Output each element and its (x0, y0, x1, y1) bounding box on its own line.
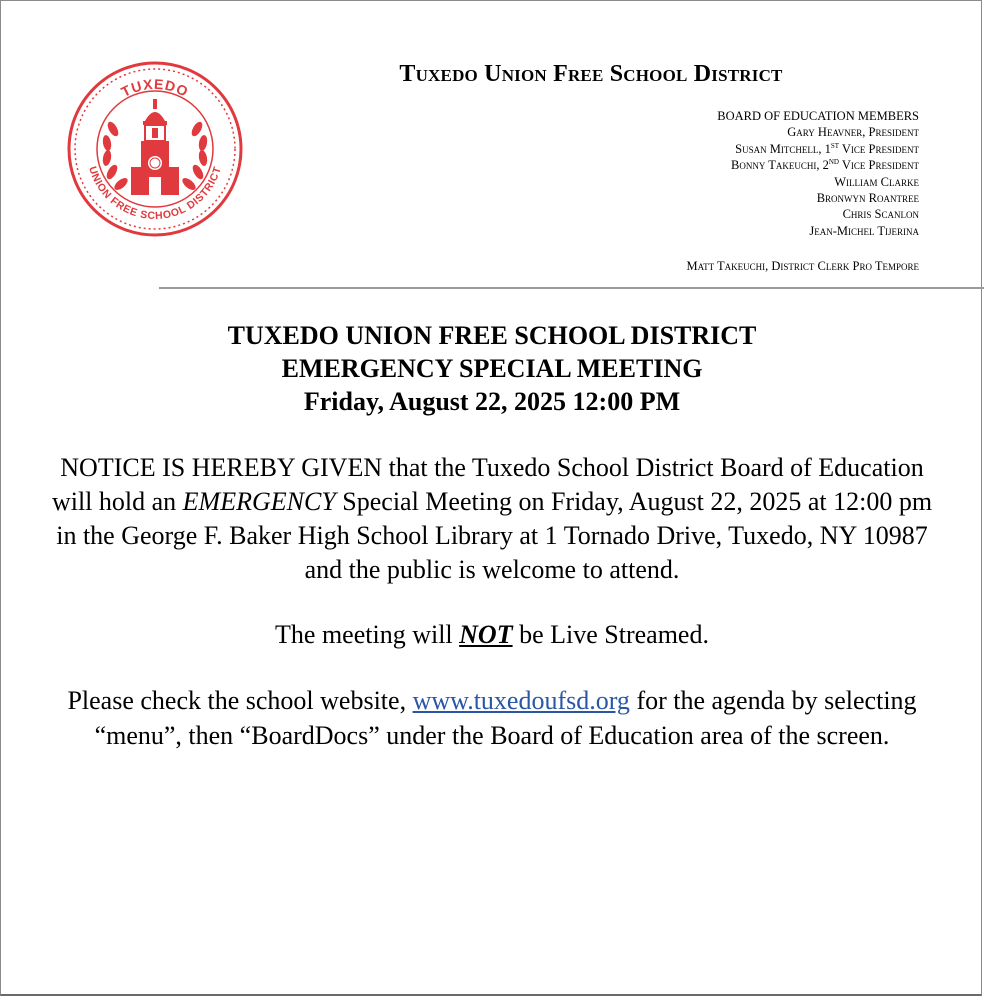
website-paragraph: Please check the school website, www.tuxedoufsd.org for the agenda by selecting “menu”, then “BoardDocs” under the Board of Education area of the screen. (67, 686, 917, 750)
board-member: Gary Heavner, President (787, 125, 919, 140)
emergency-emphasis: EMERGENCY (182, 487, 336, 516)
board-member: Susan Mitchell, 1ST Vice President (735, 141, 919, 156)
notice-paragraph: NOTICE IS HEREBY GIVEN that the Tuxedo School District Board of Education will hold an EMERGENCY Special Meeting on Friday, August 22, 2025 at 12:00 pm in the George F. Baker High School Library at 1 Tornado Drive, Tuxedo, NY 10987 and the public is welcome to attend. (51, 453, 933, 584)
svg-text:UNION FREE SCHOOL DISTRICT: UNION FREE SCHOOL DISTRICT (86, 164, 224, 223)
board-member: Chris Scanlon (842, 207, 919, 222)
board-member: Bonny Takeuchi, 2ND Vice President (730, 158, 919, 173)
header-divider (159, 287, 984, 289)
livestream-notice: The meeting will NOT be Live Streamed. (275, 620, 709, 649)
board-heading: BOARD OF EDUCATION MEMBERS (717, 109, 919, 123)
meeting-heading (1, 319, 983, 418)
district-website-link[interactable]: www.tuxedoufsd.org (412, 686, 630, 715)
district-seal-logo (65, 59, 245, 239)
svg-text:TUXEDO: TUXEDO (118, 75, 192, 100)
meeting-district-line: TUXEDO UNION FREE SCHOOL DISTRICT (227, 321, 757, 350)
board-members-list (519, 108, 919, 239)
meeting-type-line: EMERGENCY SPECIAL MEETING (281, 354, 703, 383)
board-member: Bronwyn Roantree (816, 191, 919, 206)
board-member: William Clarke (834, 174, 919, 189)
not-emphasis: NOT (459, 620, 513, 649)
board-member: Jean-Michel Tijerina (809, 223, 919, 238)
meeting-date-line: Friday, August 22, 2025 12:00 PM (303, 387, 681, 416)
district-title: Tuxedo Union Free School District (399, 61, 783, 87)
district-clerk: Matt Takeuchi, District Clerk Pro Tempore (686, 259, 919, 273)
